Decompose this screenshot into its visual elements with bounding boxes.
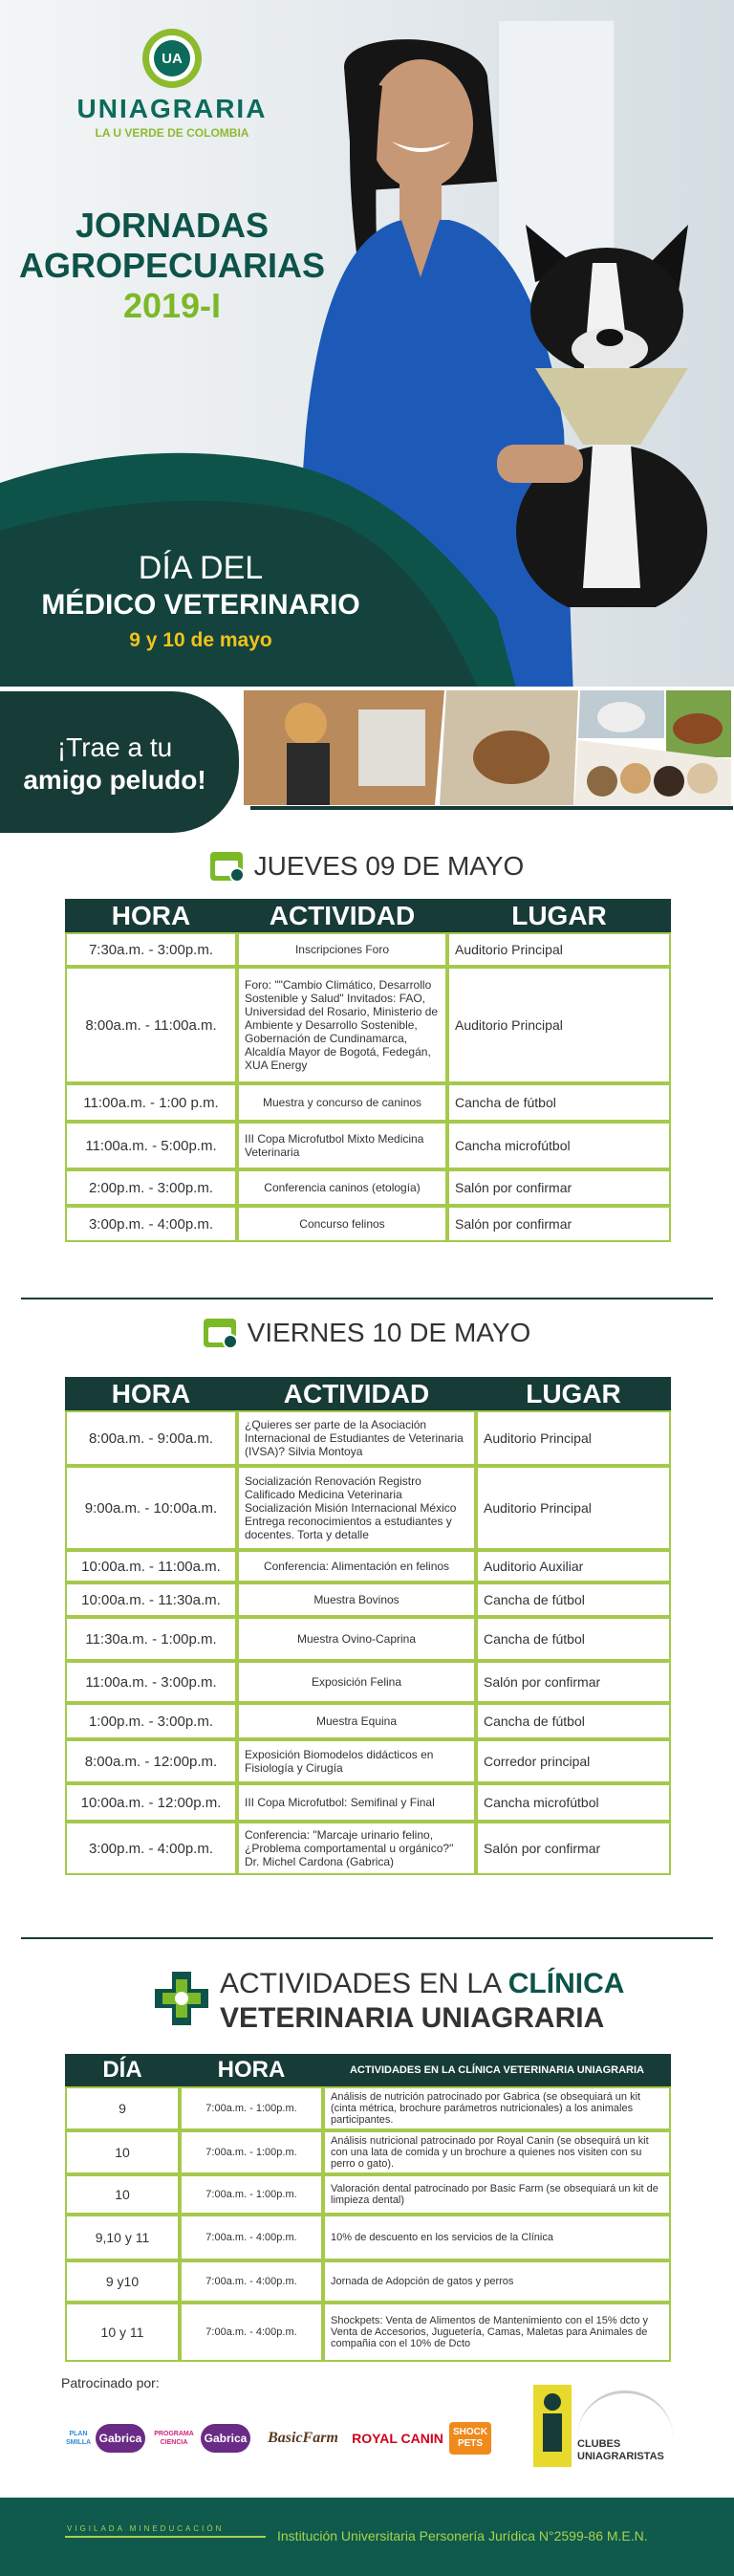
cell-actividad: Socialización Renovación Registro Calificado Medicina Veterinaria Socialización Misión Internacional México Entrega reconocimientos a estudiantes y docentes. Torta y detalle xyxy=(237,1466,476,1550)
cell-actividad: Valoración dental patrocinado por Basic Farm (se obsequiará un kit de limpieza dental) xyxy=(323,2174,671,2215)
cell-actividad: Shockpets: Venta de Alimentos de Mantenimiento con el 15% dcto y Venta de Accesorios, Juguetería, Camas, Maletas para Animales de compañia con el 10% de Dcto xyxy=(323,2303,671,2362)
cell-hora: 7:00a.m. - 1:00p.m. xyxy=(180,2130,323,2174)
cell-hora: 8:00a.m. - 11:00a.m. xyxy=(65,967,237,1083)
cell-actividad: 10% de descuento en los servicios de la Clínica xyxy=(323,2215,671,2260)
brand-logo xyxy=(57,29,287,140)
cell-actividad: Muestra Ovino-Caprina xyxy=(237,1617,476,1661)
table-row xyxy=(65,967,671,1083)
col-dia: DÍA xyxy=(65,2054,180,2086)
thursday-header xyxy=(0,851,734,885)
table-row xyxy=(65,932,671,967)
logo-mark: UA xyxy=(154,40,190,76)
cell-lugar: Corredor principal xyxy=(476,1739,671,1783)
cell-actividad: Foro: ""Cambio Climático, Desarrollo Sostenible y Salud" Invitados: FAO, Universidad del Rosario, Ministerio de Ambiente y Desarrollo Sostenible, Gobernación de Cundinamarca, Alcaldía Mayor de Bogotá, Fedegán, XUA Energy xyxy=(237,967,447,1083)
col-lugar: LUGAR xyxy=(476,1377,671,1410)
table-row xyxy=(65,1661,671,1703)
table-row xyxy=(65,1617,671,1661)
table-row xyxy=(65,1783,671,1822)
cell-actividad: Muestra Equina xyxy=(237,1703,476,1739)
cell-lugar: Auditorio Principal xyxy=(476,1466,671,1550)
footer-small-text: VIGILADA MINEDUCACIÓN xyxy=(67,2524,225,2533)
table-row xyxy=(65,1122,671,1169)
cell-dia: 10 y 11 xyxy=(65,2303,180,2362)
clubes-figure-icon xyxy=(533,2385,572,2467)
cell-hora: 3:00p.m. - 4:00p.m. xyxy=(65,1822,237,1875)
cell-dia: 9,10 y 11 xyxy=(65,2215,180,2260)
col-clinica-actividades: ACTIVIDADES EN LA CLÍNICA VETERINARIA UNIAGRARIA xyxy=(323,2054,671,2086)
cell-actividad: Muestra y concurso de caninos xyxy=(237,1083,447,1122)
cell-hora: 7:00a.m. - 1:00p.m. xyxy=(180,2086,323,2130)
cell-actividad: Conferencia: "Marcaje urinario felino, ¿Problema comportamental u orgánico?" Dr. Michel Cardona (Gabrica) xyxy=(237,1822,476,1875)
table-row xyxy=(65,2303,671,2362)
table-row xyxy=(65,1822,671,1875)
strip-underline xyxy=(250,806,733,810)
cell-lugar: Salón por confirmar xyxy=(447,1169,671,1206)
table-header-row xyxy=(65,2054,671,2086)
cell-hora: 7:00a.m. - 4:00p.m. xyxy=(180,2215,323,2260)
table-row xyxy=(65,1169,671,1206)
clinic-title-line2: VETERINARIA UNIAGRARIA xyxy=(220,2002,605,2034)
cell-actividad: Exposición Biomodelos didácticos en Fisiología y Cirugía xyxy=(237,1739,476,1783)
col-lugar: LUGAR xyxy=(447,899,671,932)
clinic-title-part: ACTIVIDADES EN LA xyxy=(220,1968,508,1999)
table-row xyxy=(65,2215,671,2260)
programa-ciencia-logo: PROGRAMA CIENCIA xyxy=(154,2431,194,2446)
day-dates: 9 y 10 de mayo xyxy=(129,629,272,651)
table-row xyxy=(65,1583,671,1617)
cell-hora: 1:00p.m. - 3:00p.m. xyxy=(65,1703,237,1739)
cell-hora: 7:30a.m. - 3:00p.m. xyxy=(65,932,237,967)
plan-smilla-logo: PLAN SMILLA xyxy=(65,2431,92,2446)
cell-lugar: Auditorio Principal xyxy=(447,967,671,1083)
cell-lugar: Cancha microfútbol xyxy=(476,1783,671,1822)
cell-actividad: Análisis nutricional patrocinado por Royal Canin (se obsequirá un kit con una lata de comida y un brochure a quienes nos visiten con su perro o gato). xyxy=(323,2130,671,2174)
friday-title: VIERNES 10 DE MAYO xyxy=(247,1318,531,1347)
cell-hora: 10:00a.m. - 11:30a.m. xyxy=(65,1583,237,1617)
day-title-line1: DÍA DEL xyxy=(138,550,264,586)
brand-tagline: LA U VERDE DE COLOMBIA xyxy=(95,126,249,140)
calendar-icon xyxy=(204,1319,236,1347)
cell-hora: 2:00p.m. - 3:00p.m. xyxy=(65,1169,237,1206)
table-row xyxy=(65,1703,671,1739)
event-title-line1: JORNADAS xyxy=(75,206,270,245)
basic-farm-logo: BasicFarm xyxy=(268,2430,338,2446)
day-title xyxy=(0,550,401,652)
thursday-schedule-table xyxy=(65,899,671,1242)
cell-lugar: Auditorio Principal xyxy=(447,932,671,967)
cell-actividad: Exposición Felina xyxy=(237,1661,476,1703)
thursday-title: JUEVES 09 DE MAYO xyxy=(253,851,525,881)
cell-hora: 11:00a.m. - 3:00p.m. xyxy=(65,1661,237,1703)
col-hora: HORA xyxy=(65,899,237,932)
col-hora: HORA xyxy=(65,1377,237,1410)
table-header-row xyxy=(65,1377,671,1410)
cell-actividad: Jornada de Adopción de gatos y perros xyxy=(323,2260,671,2303)
table-row xyxy=(65,1083,671,1122)
table-row xyxy=(65,2086,671,2130)
cell-hora: 8:00a.m. - 12:00p.m. xyxy=(65,1739,237,1783)
cell-actividad: Muestra Bovinos xyxy=(237,1583,476,1617)
brand-name: UNIAGRARIA xyxy=(76,94,268,123)
table-row xyxy=(65,1466,671,1550)
cell-lugar: Cancha de fútbol xyxy=(447,1083,671,1122)
bring-pet-line2: amigo peludo! xyxy=(23,765,206,795)
cell-hora: 7:00a.m. - 4:00p.m. xyxy=(180,2303,323,2362)
cell-lugar: Auditorio Auxiliar xyxy=(476,1550,671,1583)
cell-actividad: Análisis de nutrición patrocinado por Gabrica (se obsequiará un kit (cinta métrica, brochure parámetros nutricionales) a los animales participantes. xyxy=(323,2086,671,2130)
medical-cross-icon xyxy=(153,1970,210,2027)
cell-actividad: III Copa Microfutbol: Semifinal y Final xyxy=(237,1783,476,1822)
cell-hora: 11:00a.m. - 5:00p.m. xyxy=(65,1122,237,1169)
table-row xyxy=(65,2174,671,2215)
cell-lugar: Cancha de fútbol xyxy=(476,1583,671,1617)
table-row xyxy=(65,2130,671,2174)
cell-hora: 10:00a.m. - 12:00p.m. xyxy=(65,1783,237,1822)
clinic-title-bold: CLÍNICA xyxy=(507,1968,625,1999)
cell-dia: 9 y10 xyxy=(65,2260,180,2303)
col-actividad: ACTIVIDAD xyxy=(237,1377,476,1410)
section-divider xyxy=(21,1937,713,1939)
cell-lugar: Cancha de fútbol xyxy=(476,1617,671,1661)
gabrica-logo: Gabrica xyxy=(96,2424,145,2453)
cell-dia: 10 xyxy=(65,2174,180,2215)
table-row xyxy=(65,1206,671,1242)
section-divider xyxy=(21,1298,713,1299)
event-year: 2019-I xyxy=(122,286,222,325)
clubes-logo-text: CLUBES UNIAGRARISTAS xyxy=(577,2438,664,2462)
royal-canin-logo: ROYAL CANIN xyxy=(352,2431,443,2446)
cell-lugar: Cancha de fútbol xyxy=(476,1703,671,1739)
logo-emblem xyxy=(142,29,202,88)
cell-hora: 11:30a.m. - 1:00p.m. xyxy=(65,1617,237,1661)
cell-lugar: Salón por confirmar xyxy=(476,1822,671,1875)
cell-lugar: Salón por confirmar xyxy=(447,1206,671,1242)
day-title-line2: MÉDICO VETERINARIO xyxy=(41,589,360,621)
cell-actividad: Inscripciones Foro xyxy=(237,932,447,967)
cell-lugar: Auditorio Principal xyxy=(476,1410,671,1466)
cell-actividad: III Copa Microfutbol Mixto Medicina Veterinaria xyxy=(237,1122,447,1169)
clinic-activities-table xyxy=(65,2054,671,2362)
event-title-line2: AGROPECUARIAS xyxy=(18,246,326,285)
friday-header xyxy=(0,1318,734,1352)
cell-hora: 3:00p.m. - 4:00p.m. xyxy=(65,1206,237,1242)
sponsors-label: Patrocinado por: xyxy=(61,2375,160,2390)
footer-text: Institución Universitaria Personería Jurídica N°2599-86 M.E.N. xyxy=(277,2528,648,2543)
cell-lugar: Cancha microfútbol xyxy=(447,1122,671,1169)
cell-lugar: Salón por confirmar xyxy=(476,1661,671,1703)
gabrica-logo-2: Gabrica xyxy=(201,2424,250,2453)
cell-dia: 9 xyxy=(65,2086,180,2130)
col-actividad: ACTIVIDAD xyxy=(237,899,447,932)
table-header-row xyxy=(65,899,671,932)
cell-actividad: Conferencia caninos (etología) xyxy=(237,1169,447,1206)
clinic-title-line1 xyxy=(220,1968,624,2000)
friday-schedule-table xyxy=(65,1377,671,1875)
col-hora: HORA xyxy=(180,2054,323,2086)
table-row xyxy=(65,1410,671,1466)
table-row xyxy=(65,1550,671,1583)
event-title xyxy=(0,206,344,326)
cell-hora: 10:00a.m. - 11:00a.m. xyxy=(65,1550,237,1583)
shock-pets-logo: SHOCK PETS xyxy=(449,2422,491,2455)
bring-pet-line1: ¡Trae a tu xyxy=(56,732,173,762)
table-row xyxy=(65,1739,671,1783)
animals-photo-collage xyxy=(244,690,731,805)
clubes-arc xyxy=(577,2390,673,2437)
cell-hora: 8:00a.m. - 9:00a.m. xyxy=(65,1410,237,1466)
cell-hora: 7:00a.m. - 1:00p.m. xyxy=(180,2174,323,2215)
footer-line xyxy=(65,2536,266,2538)
cell-hora: 11:00a.m. - 1:00 p.m. xyxy=(65,1083,237,1122)
cell-dia: 10 xyxy=(65,2130,180,2174)
cell-actividad: Concurso felinos xyxy=(237,1206,447,1242)
table-row xyxy=(65,2260,671,2303)
cell-hora: 7:00a.m. - 4:00p.m. xyxy=(180,2260,323,2303)
cell-hora: 9:00a.m. - 10:00a.m. xyxy=(65,1466,237,1550)
calendar-icon xyxy=(210,852,243,881)
cell-actividad: Conferencia: Alimentación en felinos xyxy=(237,1550,476,1583)
cell-actividad: ¿Quieres ser parte de la Asociación Internacional de Estudiantes de Veterinaria (IVSA)? Silvia Montoya xyxy=(237,1410,476,1466)
bring-pet-text xyxy=(10,731,220,797)
